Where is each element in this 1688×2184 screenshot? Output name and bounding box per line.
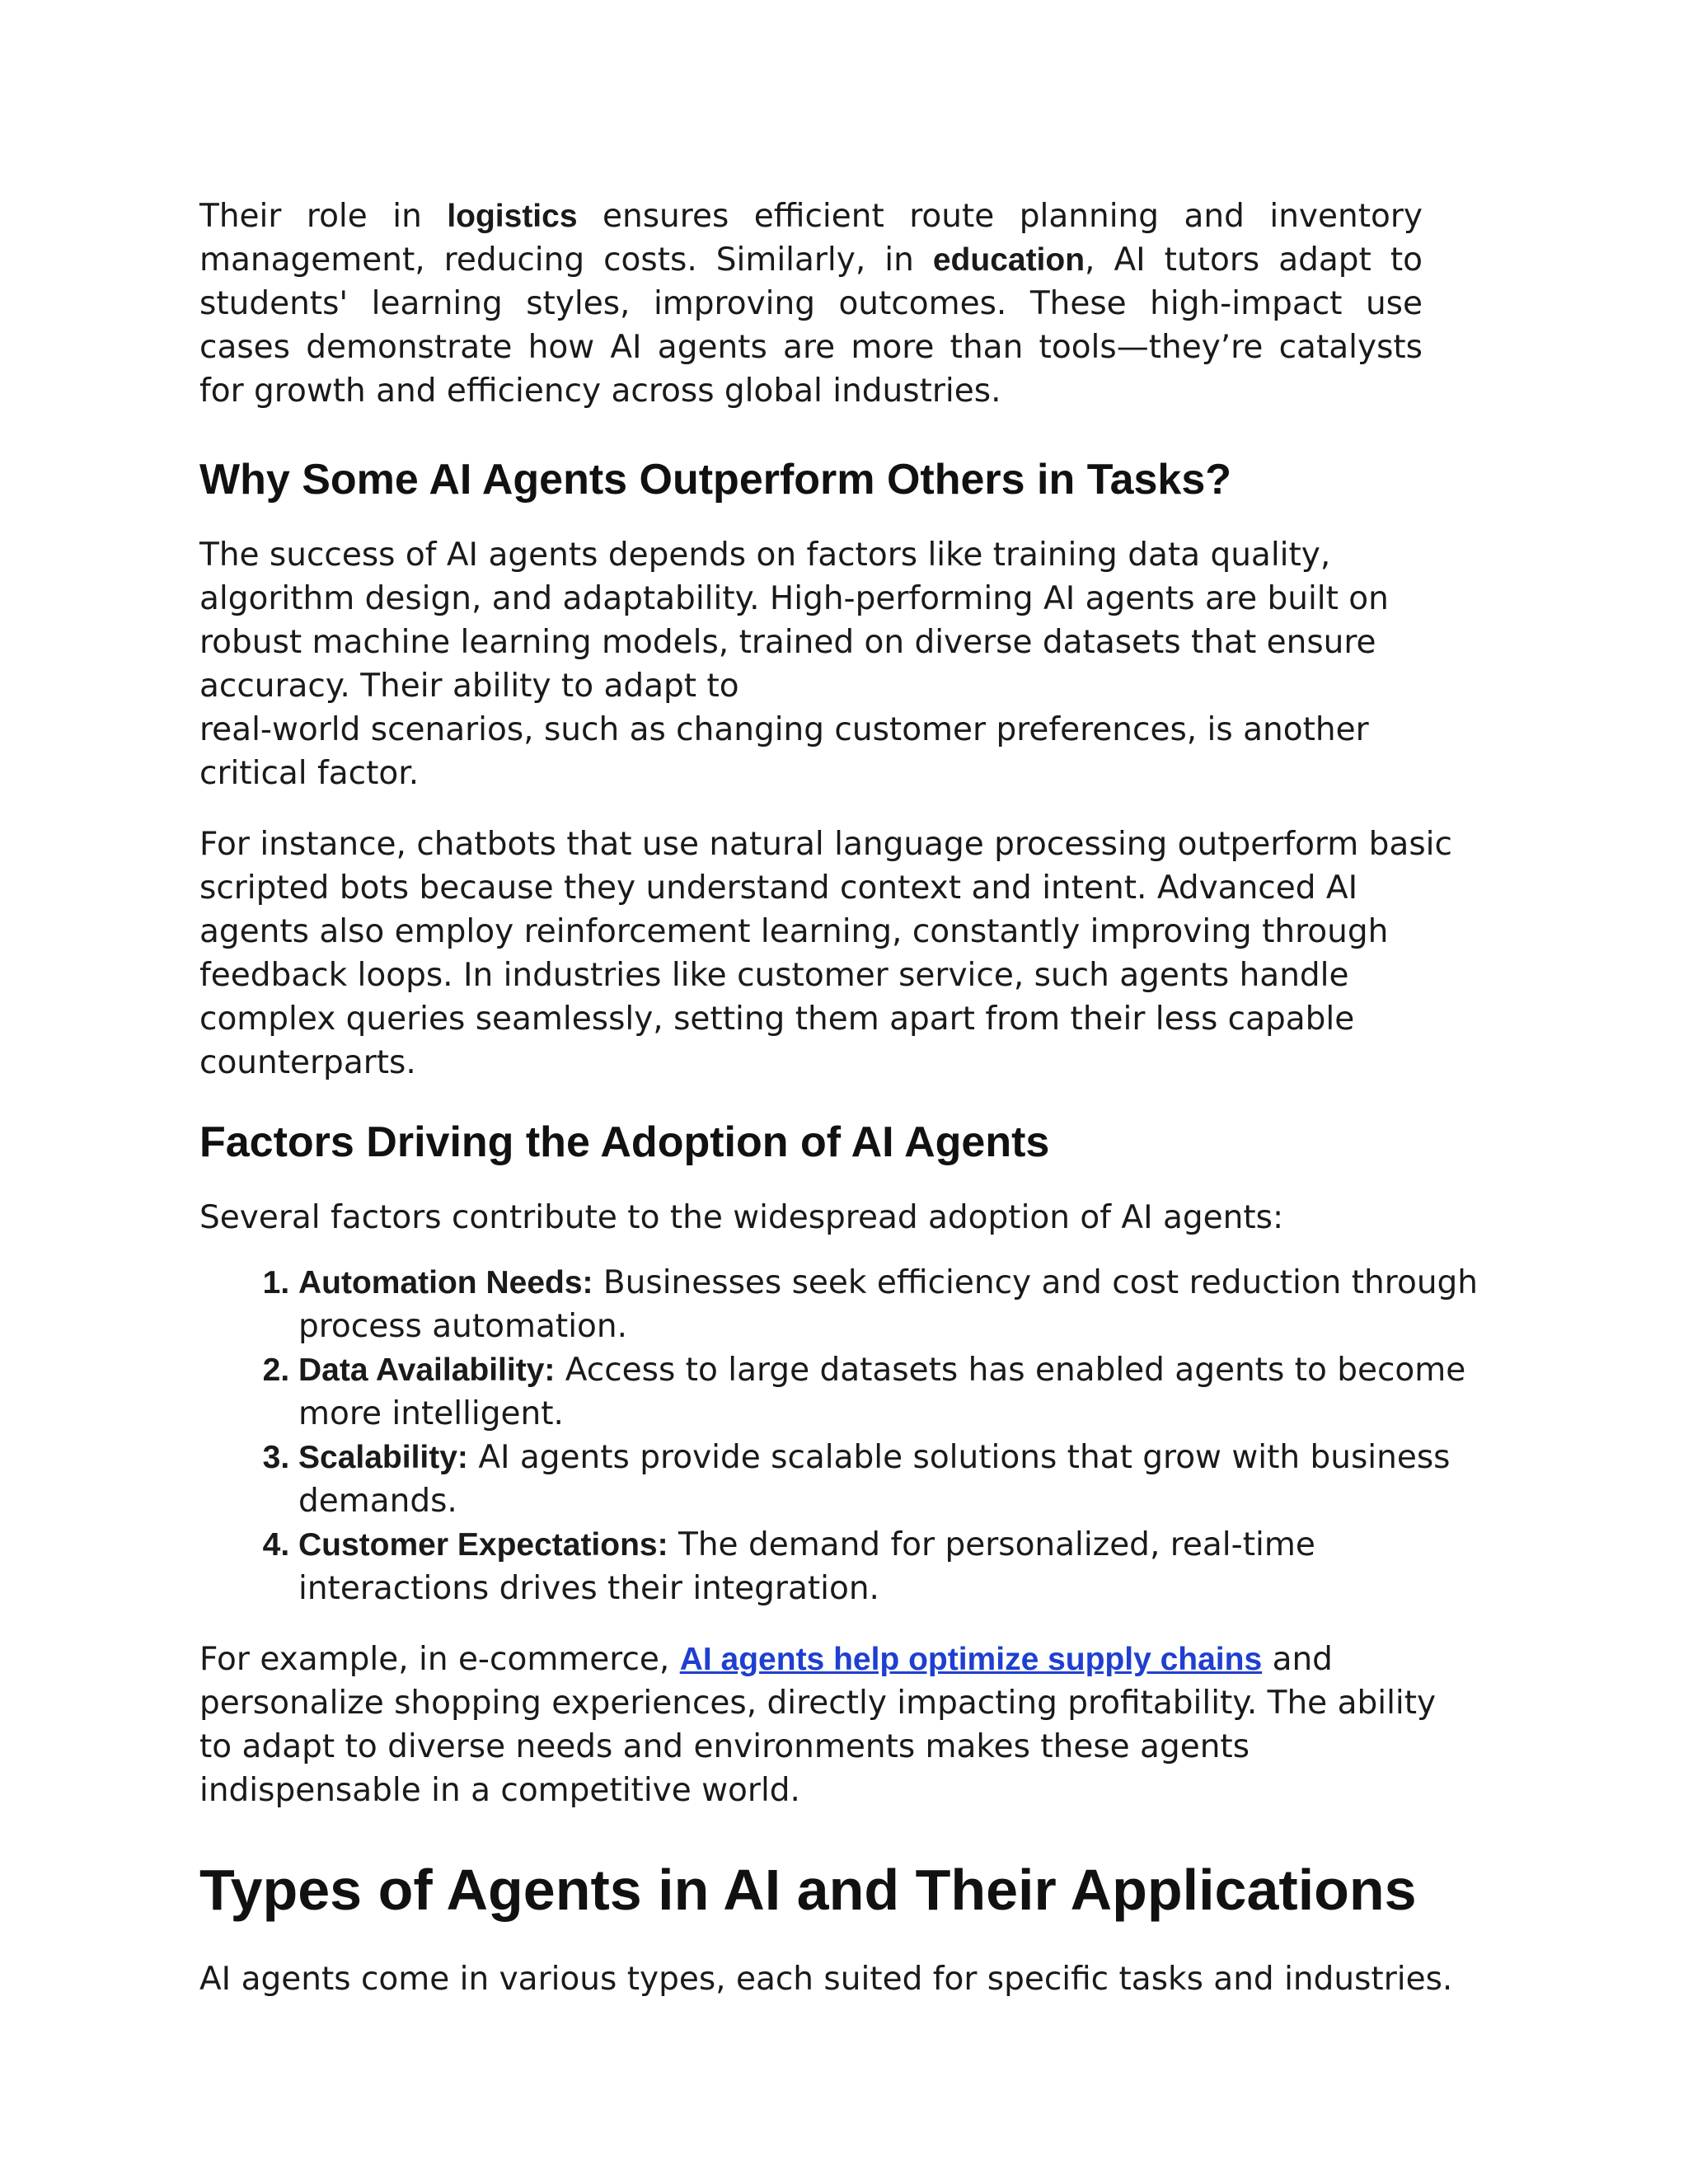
section-heading-factors: Factors Driving the Adoption of AI Agents: [199, 1118, 1050, 1166]
text-run: , AI tutors adapt to students' learning styles, improving outcomes. These high-impact use cases demonstrate how AI agents are more than tools—they’re catalysts for growth and efficiency across global industries.: [199, 241, 1423, 410]
section1-paragraph-1: [199, 533, 1485, 795]
section2-closing-paragraph: [199, 1638, 1452, 1812]
list-item-text: Access to large datasets has enabled agents to become more intelligent.: [298, 1352, 1466, 1432]
section-heading-types: Types of Agents in AI and Their Applications: [199, 1858, 1417, 1922]
section2-intro: Several factors contribute to the widespread adoption of AI agents:: [199, 1199, 1284, 1236]
list-item-text: AI agents provide scalable solutions that grow with business demands.: [298, 1439, 1451, 1520]
factors-list: [199, 1261, 1485, 1610]
list-item-label: Customer Expectations:: [298, 1527, 668, 1563]
text-run: real-world scenarios, such as changing customer preferences, is another critical factor.: [199, 711, 1369, 792]
bold-term-education: education: [932, 242, 1085, 278]
document-body: [199, 194, 1485, 2001]
list-item: [298, 1523, 1485, 1610]
list-item-label: Scalability:: [298, 1440, 468, 1475]
section3-paragraph: AI agents come in various types, each suited for specific tasks and industries.: [199, 1961, 1453, 1998]
section-heading-outperform: Why Some AI Agents Outperform Others in Tasks?: [199, 456, 1232, 504]
text-run: Their role in: [199, 198, 448, 235]
intro-paragraph: [199, 194, 1423, 413]
list-item: [298, 1261, 1485, 1348]
list-item-text: The demand for personalized, real-time interactions drives their integration.: [298, 1526, 1315, 1607]
list-item: [298, 1348, 1485, 1436]
section1-paragraph-2: For instance, chatbots that use natural language processing outperform basic scripted bots because they understand context and intent. Advanced AI agents also employ reinforcement learning, constantly improving through feedback loops. In industries like customer service, such agents handle complex queries seamlessly, setting them apart from their less capable counterparts.: [199, 826, 1452, 1081]
list-item-text: Businesses seek efficiency and cost reduction through process automation.: [298, 1264, 1479, 1345]
text-run: The success of AI agents depends on factors like training data quality, algorithm design, and adaptability. High-performing AI agents are built on robust machine learning models, trained on diverse datasets that ensure accuracy. Their ability to adapt to: [199, 537, 1389, 705]
bold-term-logistics: logistics: [447, 199, 578, 234]
list-item-label: Automation Needs:: [298, 1265, 593, 1301]
supply-chains-link[interactable]: AI agents help optimize supply chains: [679, 1642, 1263, 1677]
list-item-label: Data Availability:: [298, 1352, 556, 1388]
text-run: ensures efficient route planning and inventory management, reducing costs. Similarly, in: [199, 198, 1423, 279]
list-item: [298, 1436, 1485, 1523]
text-run: and personalize shopping experiences, directly impacting profitability. The ability to adapt to diverse needs and environments makes these agents indispensable in a competitive world.: [199, 1641, 1437, 1809]
text-run: For example, in e-commerce,: [199, 1641, 680, 1678]
